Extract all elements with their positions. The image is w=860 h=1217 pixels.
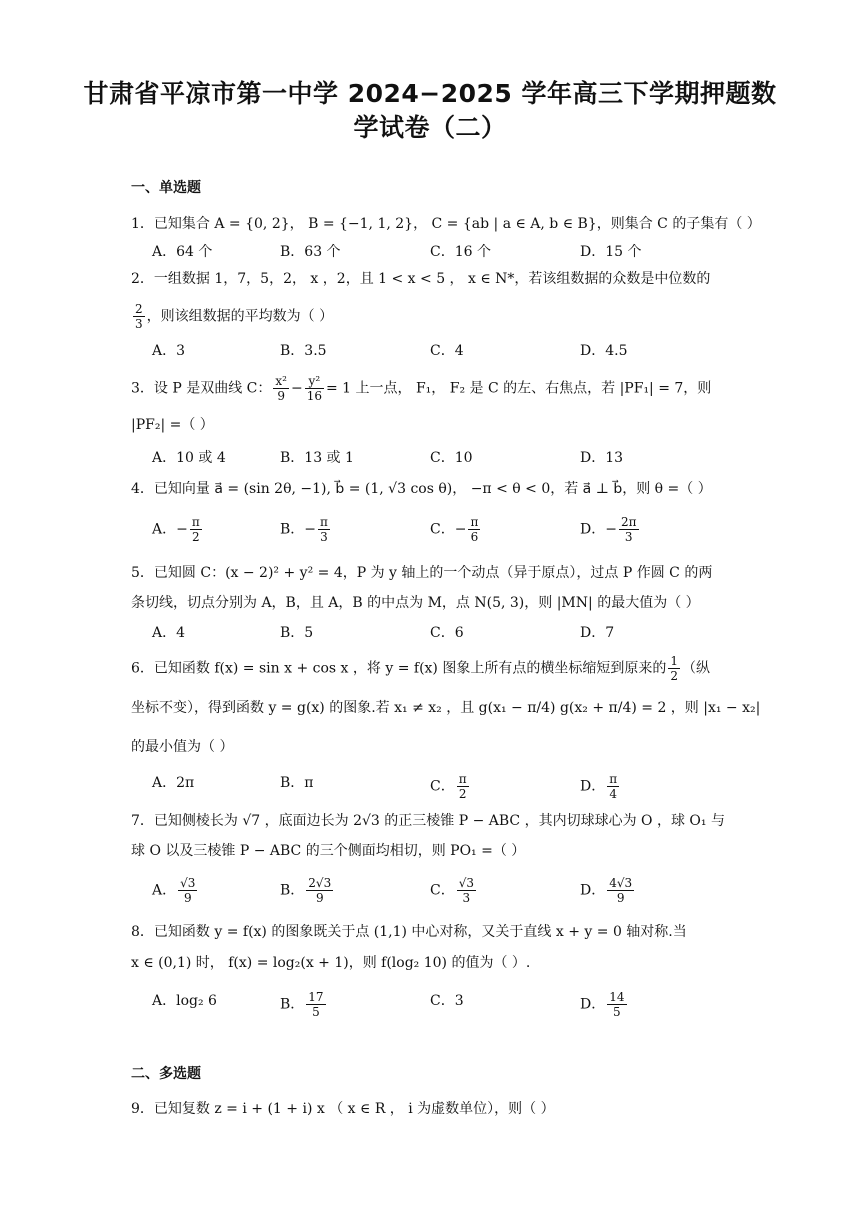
q5-option-a: A．4 xyxy=(152,625,186,641)
question-6-line1: 6．已知函数 f(x) = sin x + cos x ，将 y = f(x) 图象上所有点的横坐标缩短到原来的 $\frac{1}{2}$ （纵 xyxy=(131,654,710,683)
question-6-line3: 的最小值为（ ） xyxy=(131,739,234,755)
question-1: 1．已知集合 A = {0, 2}， B = {−1, 1, 2}， C = {ab | a ∈ A, b ∈ B}，则集合 C 的子集有（ ） xyxy=(131,216,761,232)
q6-option-d: D． $\frac{\pi}{4}$ xyxy=(580,772,618,801)
q5-option-d: D．7 xyxy=(580,625,615,641)
q3-option-d: D．13 xyxy=(580,450,624,466)
question-5-line2: 条切线，切点分别为 A，B，且 A，B 的中点为 M，点 N(5, 3)，则 |MN| 的最大值为（ ） xyxy=(131,595,700,611)
q4-option-b: B．− $\frac{\pi}{3}$ xyxy=(280,515,328,544)
question-6-line2: 坐标不变），得到函数 y = g(x) 的图象.若 x₁ ≠ x₂ ，且 g(x₁ − π/4) g(x₂ + π/4) = 2 ，则 |x₁ − x₂| xyxy=(131,700,761,716)
fraction: $\frac{\text{x²}}{9}$ xyxy=(275,374,287,403)
q4-option-a: A．− $\frac{\pi}{2}$ xyxy=(152,515,200,544)
q1-option-b: B．63 个 xyxy=(280,244,341,260)
q7-option-b: B． $\frac{2√3}{9}$ xyxy=(280,876,332,905)
q6-option-b: B．π xyxy=(280,775,314,791)
q2-option-d: D．4.5 xyxy=(580,343,628,359)
q6-option-c: C． $\frac{\pi}{2}$ xyxy=(430,772,467,801)
q3-option-b: B．13 或 1 xyxy=(280,450,354,466)
question-5-line1: 5．已知圆 C：(x − 2)² + y² = 4，P 为 y 轴上的一个动点（异于原点），过点 P 作圆 C 的两 xyxy=(131,565,713,581)
question-2-line2: $\frac{2}{3}$ ，则该组数据的平均数为（ ） xyxy=(135,302,334,331)
exam-title-line2: 学试卷（二） xyxy=(353,113,507,142)
question-4: 4．已知向量 a⃗ = (sin 2θ, −1), b⃗ = (1, √3 cos θ)， −π < θ < 0，若 a⃗ ⊥ b⃗，则 θ =（ ） xyxy=(131,481,712,497)
question-3-line1: 3．设 P 是双曲线 C： $\frac{\text{x²}}{9}$ − $\frac{\text{y²}}{16}$ = 1 上一点， F₁， F₂ 是 C 的左、右焦点，若 |PF₁| = 7，则 xyxy=(131,374,712,403)
section-multiple-choice: 二、多选题 xyxy=(131,1066,201,1082)
q2-option-b: B．3.5 xyxy=(280,343,327,359)
q8-option-c: C．3 xyxy=(430,993,464,1009)
q8-option-b: B． $\frac{17}{5}$ xyxy=(280,990,324,1019)
question-9: 9．已知复数 z = i + (1 + i) x （ x ∈ R ， i 为虚数单位），则（ ） xyxy=(131,1101,555,1117)
q2-option-a: A．3 xyxy=(152,343,186,359)
q7-option-c: C． $\frac{√3}{3}$ xyxy=(430,876,474,905)
fraction: $\frac{2}{3}$ xyxy=(135,302,143,331)
q1-option-c: C．16 个 xyxy=(430,244,491,260)
q4-option-c: C．− $\frac{\pi}{6}$ xyxy=(430,515,479,544)
question-2-line1: 2．一组数据 1，7，5，2， x ，2，且 1 < x < 5 ， x ∈ N*，若该组数据的众数是中位数的 xyxy=(131,271,711,287)
q3-option-a: A．10 或 4 xyxy=(152,450,226,466)
q1-option-d: D．15 个 xyxy=(580,244,642,260)
q5-option-c: C．6 xyxy=(430,625,464,641)
question-3-line2: |PF₂| =（ ） xyxy=(131,417,214,433)
q4-option-d: D．− $\frac{2\pi}{3}$ xyxy=(580,515,637,544)
q8-option-a: A．log₂ 6 xyxy=(152,993,217,1009)
fraction: $\frac{1}{2}$ xyxy=(670,654,678,683)
question-8-line1: 8．已知函数 y = f(x) 的图象既关于点 (1,1) 中心对称，又关于直线 x + y = 0 轴对称.当 xyxy=(131,924,687,940)
question-7-line1: 7．已知侧棱长为 √7 ，底面边长为 2√3 的正三棱锥 P − ABC ，其内切球球心为 O ，球 O₁ 与 xyxy=(131,813,725,829)
question-7-line2: 球 O 以及三棱锥 P − ABC 的三个侧面均相切，则 PO₁ =（ ） xyxy=(131,843,526,859)
section-single-choice: 一、单选题 xyxy=(131,180,201,196)
q5-option-b: B．5 xyxy=(280,625,314,641)
q3-option-c: C．10 xyxy=(430,450,473,466)
q2-option-c: C．4 xyxy=(430,343,464,359)
q1-option-a: A．64 个 xyxy=(152,244,213,260)
exam-title-line1: 甘肃省平凉市第一中学 2024−2025 学年高三下学期押题数 xyxy=(83,79,777,108)
q7-option-d: D． $\frac{4√3}{9}$ xyxy=(580,876,633,905)
q7-option-a: A． $\frac{√3}{9}$ xyxy=(152,876,196,905)
question-8-line2: x ∈ (0,1) 时， f(x) = log₂(x + 1)，则 f(log₂ 10) 的值为（ ）. xyxy=(131,955,531,971)
fraction: $\frac{\text{y²}}{16}$ xyxy=(306,374,322,403)
q8-option-d: D． $\frac{14}{5}$ xyxy=(580,990,625,1019)
q6-option-a: A．2π xyxy=(152,775,195,791)
